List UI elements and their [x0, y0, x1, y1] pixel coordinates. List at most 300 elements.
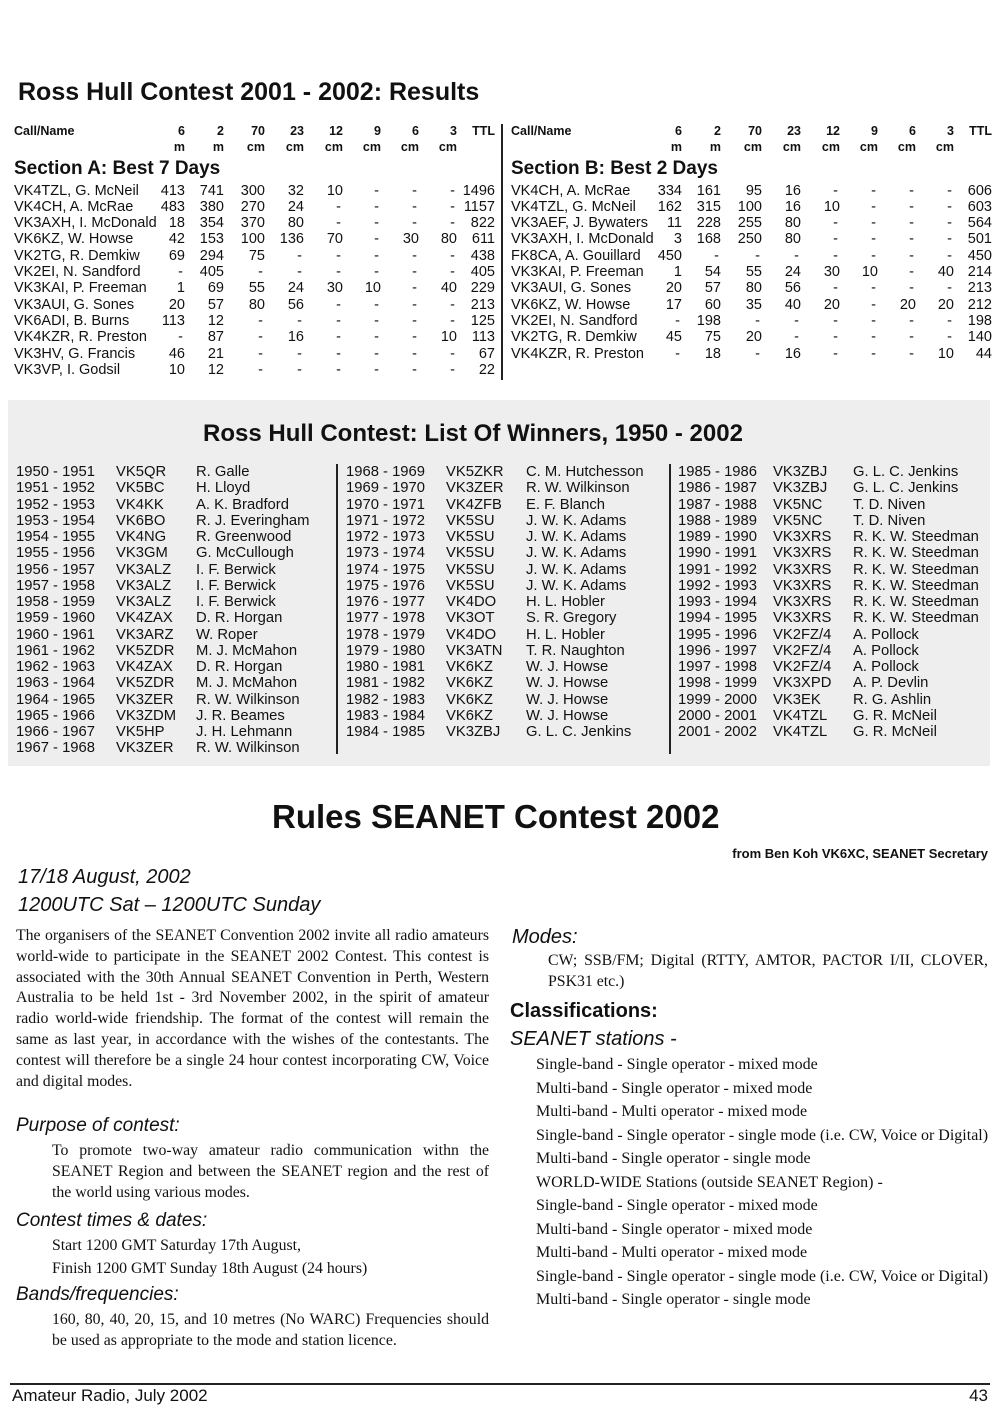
winner-row: [16, 562, 334, 578]
winner-callsign: VK3ZER: [116, 740, 174, 757]
score-cell: 438: [470, 247, 495, 264]
score-cell: 35: [745, 296, 762, 313]
score-cell: 100: [240, 231, 265, 248]
section-title: Section B: Best 2 Days: [511, 157, 718, 179]
winner-row: [346, 643, 671, 659]
classifications-heading: Classifications:: [510, 1000, 658, 1022]
winner-row: [346, 724, 671, 740]
winner-name: M. J. McMahon: [196, 642, 298, 659]
score-cell: 1157: [463, 198, 495, 215]
band-header-row: [511, 124, 991, 140]
score-cell: 450: [967, 247, 992, 264]
winner-name: G. R. McNeil: [853, 707, 937, 724]
winner-years: 1961 - 1962: [16, 642, 95, 659]
score-cell: -: [833, 231, 838, 248]
winner-callsign: VK3EK: [773, 691, 821, 708]
winner-name: E. F. Blanch: [526, 496, 605, 513]
winner-callsign: VK4DO: [446, 626, 497, 643]
band-unit: cm: [246, 140, 265, 155]
winner-years: 1997 - 1998: [678, 659, 757, 675]
band-header: 3: [450, 124, 457, 138]
score-cell: -: [178, 329, 183, 346]
entrant-name: VK2TG, R. Demkiw: [511, 329, 637, 346]
band-unit: cm: [859, 140, 878, 155]
entrant-name: VK6ADI, B. Burns: [14, 312, 130, 329]
winner-callsign: VK5SU: [446, 545, 495, 562]
score-cell: -: [794, 247, 799, 264]
winner-row: [16, 708, 334, 724]
entrant-name: VK3AEF, J. Bywaters: [511, 215, 648, 232]
winner-name: W. J. Howse: [526, 659, 609, 675]
band-header: 6: [675, 124, 682, 138]
score-cell: 255: [737, 215, 762, 232]
result-row: [511, 297, 991, 313]
winner-name: G. L. C. Jenkins: [853, 464, 959, 480]
result-row: [511, 329, 991, 345]
winner-callsign: VK3ZBJ: [773, 464, 828, 480]
score-cell: 20: [899, 296, 916, 313]
band-unit: cm: [438, 140, 457, 155]
entrant-name: VK4CH, A. McRae: [14, 198, 134, 215]
winner-years: 1950 - 1951: [16, 464, 95, 480]
score-cell: -: [871, 312, 876, 329]
score-cell: -: [450, 215, 455, 232]
result-row: [511, 199, 991, 215]
times-start: Start 1200 GMT Saturday 17th August,: [52, 1237, 301, 1254]
winner-years: 1963 - 1964: [16, 675, 95, 692]
winner-row: [678, 594, 988, 610]
winner-years: 1965 - 1966: [16, 707, 95, 724]
winner-name: J. W. K. Adams: [526, 561, 627, 578]
winner-name: R. Greenwood: [196, 529, 292, 545]
rules-byline: from Ben Koh VK6XC, SEANET Secretary: [732, 846, 988, 861]
winner-row: [678, 610, 988, 626]
entrant-name: VK4TZL, G. McNeil: [511, 198, 636, 215]
winner-row: [346, 610, 671, 626]
score-cell: 46: [168, 345, 185, 362]
score-cell: -: [374, 345, 379, 362]
score-cell: -: [947, 198, 952, 215]
winner-name: W. Roper: [196, 626, 258, 643]
score-cell: 44: [975, 345, 992, 362]
winner-row: [678, 529, 988, 545]
band-header: 70: [251, 124, 265, 138]
score-cell: -: [909, 231, 914, 248]
entrant-name: VK3KAI, P. Freeman: [14, 280, 147, 297]
winner-years: 1985 - 1986: [678, 464, 757, 480]
winner-callsign: VK5SU: [446, 561, 495, 578]
winner-years: 1955 - 1956: [16, 545, 95, 562]
score-cell: 95: [745, 182, 762, 199]
winner-years: 1999 - 2000: [678, 691, 757, 708]
winner-row: [16, 480, 334, 496]
score-cell: -: [871, 247, 876, 264]
score-cell: 40: [784, 296, 801, 313]
score-cell: -: [909, 312, 914, 329]
winner-name: G. R. McNeil: [853, 724, 937, 740]
winner-callsign: VK4KK: [116, 496, 164, 513]
score-cell: -: [871, 231, 876, 248]
winner-years: 1951 - 1952: [16, 480, 95, 497]
score-cell: -: [297, 345, 302, 362]
winner-callsign: VK3XRS: [773, 577, 832, 594]
winner-row: [678, 480, 988, 496]
score-cell: -: [412, 312, 417, 329]
winner-name: T. D. Niven: [853, 512, 926, 529]
modes-text: CW; SSB/FM; Digital (RTTY, AMTOR, PACTOR I/II, CLOVER, PSK31 etc.): [548, 952, 988, 990]
band-unit: cm: [324, 140, 343, 155]
score-cell: 70: [326, 231, 343, 248]
winner-callsign: VK3XRS: [773, 545, 832, 562]
winner-callsign: VK5QR: [116, 464, 167, 480]
score-cell: 354: [199, 215, 224, 232]
winner-name: H. L. Hobler: [526, 594, 605, 610]
score-cell: 57: [704, 280, 721, 297]
score-cell: 450: [657, 247, 682, 264]
winner-name: R. K. W. Steedman: [853, 610, 979, 627]
score-cell: -: [755, 247, 760, 264]
winner-callsign: VK3ZBJ: [773, 480, 828, 497]
winner-years: 1970 - 1971: [346, 496, 425, 513]
score-cell: 136: [279, 231, 304, 248]
winner-name: R. K. W. Steedman: [853, 545, 979, 562]
winner-years: 1998 - 1999: [678, 675, 757, 692]
band-unit: cm: [897, 140, 916, 155]
winner-years: 1956 - 1957: [16, 561, 95, 578]
band-unit: cm: [821, 140, 840, 155]
winner-row: [16, 610, 334, 626]
winner-name: A. P. Devlin: [853, 675, 929, 692]
score-cell: -: [374, 296, 379, 313]
score-cell: -: [297, 312, 302, 329]
entrant-name: VK3HV, G. Francis: [14, 345, 136, 362]
score-cell: 1496: [462, 182, 495, 199]
winner-years: 1969 - 1970: [346, 480, 425, 497]
score-cell: 10: [937, 345, 954, 362]
winner-name: A. Pollock: [853, 642, 919, 659]
winner-name: R. K. W. Steedman: [853, 577, 979, 594]
band-header: 2: [217, 124, 224, 138]
score-cell: 87: [207, 329, 224, 346]
winner-callsign: VK3ALZ: [116, 561, 172, 578]
winner-years: 1987 - 1988: [678, 496, 757, 513]
score-cell: 483: [160, 198, 185, 215]
winner-row: [16, 740, 334, 756]
winner-name: H. Lloyd: [196, 480, 251, 497]
score-cell: -: [947, 329, 952, 346]
winner-callsign: VK4DO: [446, 594, 497, 610]
entrant-name: VK3VP, I. Godsil: [14, 361, 121, 378]
purpose-text: To promote two-way amateur radio communication withn the SEANET Region and between the SEANET region and the rest of the world using various modes.: [52, 1142, 489, 1201]
score-cell: -: [909, 345, 914, 362]
winner-row: [346, 627, 671, 643]
winner-years: 1991 - 1992: [678, 561, 757, 578]
score-cell: 10: [326, 182, 343, 199]
winner-callsign: VK3ATN: [446, 642, 503, 659]
score-cell: -: [871, 296, 876, 313]
score-cell: -: [374, 312, 379, 329]
score-cell: 16: [287, 329, 304, 346]
winner-row: [16, 545, 334, 561]
score-cell: 380: [199, 198, 224, 215]
winner-years: 1967 - 1968: [16, 740, 95, 757]
winners-column-1: [16, 464, 334, 757]
winner-years: 1986 - 1987: [678, 480, 757, 497]
score-cell: 294: [199, 247, 224, 264]
bands-heading: Bands/frequencies:: [16, 1284, 179, 1305]
winner-row: [678, 692, 988, 708]
score-cell: -: [909, 198, 914, 215]
winner-callsign: VK5SU: [446, 529, 495, 545]
score-cell: 198: [967, 312, 992, 329]
classification-item: Multi-band - Multi operator - mixed mode: [536, 1244, 808, 1261]
band-header: 23: [787, 124, 801, 138]
score-cell: -: [258, 329, 263, 346]
entrant-name: VK2TG, R. Demkiw: [14, 247, 140, 264]
result-row: [14, 346, 494, 362]
winner-name: J. H. Lehmann: [196, 724, 293, 740]
score-cell: -: [336, 264, 341, 281]
score-cell: -: [258, 264, 263, 281]
score-cell: -: [871, 345, 876, 362]
entrant-name: VK3AXH, I. McDonald: [14, 215, 157, 232]
winner-callsign: VK5ZDR: [116, 642, 175, 659]
column-header-name: Call/Name: [511, 124, 572, 138]
score-cell: -: [450, 198, 455, 215]
winner-row: [678, 659, 988, 675]
score-cell: 315: [696, 198, 721, 215]
band-header-row: [14, 124, 494, 140]
score-cell: 69: [168, 247, 185, 264]
section-a-table: [14, 124, 494, 378]
winner-callsign: VK4TZL: [773, 724, 828, 740]
score-cell: -: [871, 215, 876, 232]
band-unit: cm: [285, 140, 304, 155]
winner-row: [678, 513, 988, 529]
winner-name: R. K. W. Steedman: [853, 594, 979, 610]
winner-name: W. J. Howse: [526, 707, 609, 724]
winner-years: 1996 - 1997: [678, 642, 757, 659]
score-cell: 140: [967, 329, 992, 346]
result-row: [14, 313, 494, 329]
winner-row: [346, 480, 671, 496]
result-row: [14, 329, 494, 345]
score-cell: 228: [696, 215, 721, 232]
score-cell: 501: [967, 231, 992, 248]
winner-row: [16, 594, 334, 610]
winner-row: [16, 529, 334, 545]
winner-callsign: VK3ALZ: [116, 594, 172, 610]
classification-item: Multi-band - Multi operator - mixed mode: [536, 1103, 808, 1120]
winner-callsign: VK4ZAX: [116, 610, 173, 627]
score-cell: -: [297, 361, 302, 378]
score-cell: 16: [784, 345, 801, 362]
winner-row: [678, 627, 988, 643]
entrant-name: VK2EI, N. Sandford: [14, 264, 141, 281]
score-cell: 113: [471, 329, 495, 346]
score-cell: -: [871, 329, 876, 346]
score-cell: 213: [967, 280, 992, 297]
winner-row: [346, 708, 671, 724]
score-cell: -: [412, 264, 417, 281]
winner-name: T. D. Niven: [853, 496, 926, 513]
result-row: [14, 231, 494, 247]
score-cell: -: [374, 231, 379, 248]
score-cell: -: [336, 247, 341, 264]
winner-years: 1957 - 1958: [16, 577, 95, 594]
score-cell: 213: [470, 296, 495, 313]
winner-callsign: VK5BC: [116, 480, 165, 497]
winner-row: [678, 497, 988, 513]
winner-name: R. K. W. Steedman: [853, 529, 979, 545]
band-header: TTL: [472, 124, 495, 138]
score-cell: 212: [967, 296, 992, 313]
result-row: [511, 231, 991, 247]
score-cell: 40: [440, 280, 457, 297]
result-row: [14, 280, 494, 296]
classification-item: Single-band - Single operator - mixed mode: [536, 1197, 818, 1214]
score-cell: 56: [287, 296, 304, 313]
score-cell: 20: [823, 296, 840, 313]
score-cell: 80: [248, 296, 265, 313]
score-cell: -: [412, 345, 417, 362]
score-cell: -: [833, 215, 838, 232]
winner-years: 1995 - 1996: [678, 626, 757, 643]
date-line: 17/18 August, 2002: [18, 866, 191, 888]
score-cell: -: [374, 198, 379, 215]
score-cell: 10: [440, 329, 457, 346]
winner-row: [16, 724, 334, 740]
winner-name: G. L. C. Jenkins: [526, 724, 632, 740]
classification-list: [536, 1053, 991, 1312]
footer-rule: [10, 1383, 990, 1385]
winner-callsign: VK4ZFB: [446, 496, 502, 513]
winner-row: [346, 594, 671, 610]
score-cell: -: [833, 182, 838, 199]
winner-name: R. G. Ashlin: [853, 691, 932, 708]
score-cell: -: [374, 264, 379, 281]
score-cell: 67: [478, 345, 495, 362]
band-unit: cm: [935, 140, 954, 155]
score-cell: -: [336, 296, 341, 313]
score-cell: -: [871, 182, 876, 199]
winner-name: W. J. Howse: [526, 691, 609, 708]
winner-row: [678, 562, 988, 578]
score-cell: -: [794, 312, 799, 329]
score-cell: 162: [657, 198, 682, 215]
band-header: 23: [290, 124, 304, 138]
score-cell: -: [412, 215, 417, 232]
winner-name: R. W. Wilkinson: [196, 691, 300, 708]
score-cell: -: [450, 182, 455, 199]
result-row: [511, 346, 991, 362]
score-cell: 603: [967, 198, 992, 215]
winner-years: 2000 - 2001: [678, 707, 757, 724]
band-header: 3: [947, 124, 954, 138]
band-header: 9: [871, 124, 878, 138]
score-cell: -: [374, 215, 379, 232]
winner-years: 1958 - 1959: [16, 594, 95, 610]
score-cell: -: [947, 312, 952, 329]
winner-years: 1962 - 1963: [16, 659, 95, 675]
bands-text: 160, 80, 40, 20, 15, and 10 metres (No WARC) Frequencies should be used as appropriate to the mode and station licence.: [52, 1311, 489, 1349]
winner-callsign: VK3OT: [446, 610, 495, 627]
score-cell: -: [947, 215, 952, 232]
score-cell: -: [947, 231, 952, 248]
score-cell: 161: [696, 182, 721, 199]
winner-name: J. W. K. Adams: [526, 577, 627, 594]
winner-callsign: VK4ZAX: [116, 659, 173, 675]
entrant-name: VK4TZL, G. McNeil: [14, 182, 139, 199]
score-cell: -: [297, 247, 302, 264]
score-cell: -: [178, 264, 183, 281]
winners-column-3: [678, 464, 988, 740]
score-cell: 57: [207, 296, 224, 313]
winner-callsign: VK5ZKR: [446, 464, 504, 480]
winner-years: 1973 - 1974: [346, 545, 425, 562]
result-row: [511, 183, 991, 199]
score-cell: -: [374, 247, 379, 264]
winner-name: J. W. K. Adams: [526, 545, 627, 562]
winner-name: C. M. Hutchesson: [526, 464, 644, 480]
winners-column-2: [346, 464, 671, 740]
classification-item: Single-band - Single operator - single mode (i.e. CW, Voice or Digital): [536, 1126, 989, 1144]
time-line: 1200UTC Sat – 1200UTC Sunday: [18, 894, 321, 916]
winner-row: [678, 708, 988, 724]
score-cell: 413: [160, 182, 185, 199]
winner-row: [346, 578, 671, 594]
score-cell: 16: [784, 198, 801, 215]
winner-years: 1952 - 1953: [16, 496, 95, 513]
score-cell: 18: [704, 345, 721, 362]
score-cell: 11: [666, 215, 682, 232]
winner-row: [678, 724, 988, 740]
winner-name: I. F. Berwick: [196, 594, 276, 610]
winner-years: 1959 - 1960: [16, 610, 95, 627]
entrant-name: VK4CH, A. McRae: [511, 182, 631, 199]
classification-item: Multi-band - Single operator - single mode: [536, 1150, 811, 1167]
score-cell: 405: [470, 264, 495, 281]
band-unit: m: [670, 140, 682, 155]
seanet-stations-heading: SEANET stations -: [510, 1028, 677, 1050]
winner-row: [346, 545, 671, 561]
score-cell: 10: [823, 198, 840, 215]
score-cell: -: [336, 345, 341, 362]
winner-years: 1977 - 1978: [346, 610, 425, 627]
winner-row: [346, 659, 671, 675]
winner-callsign: VK3ALZ: [116, 577, 172, 594]
score-cell: -: [258, 345, 263, 362]
score-cell: 60: [704, 296, 721, 313]
score-cell: 20: [937, 296, 954, 313]
winner-name: D. R. Horgan: [196, 659, 283, 675]
score-cell: -: [450, 361, 455, 378]
winner-years: 1960 - 1961: [16, 626, 95, 643]
winner-callsign: VK2FZ/4: [773, 642, 832, 659]
modes-heading: Modes:: [512, 926, 578, 948]
winner-callsign: VK3ZER: [116, 691, 174, 708]
score-cell: -: [755, 345, 760, 362]
winner-name: G. McCullough: [196, 545, 294, 562]
winners-title: Ross Hull Contest: List Of Winners, 1950 - 2002: [203, 420, 743, 447]
result-row: [14, 248, 494, 264]
entrant-name: VK3AUI, G. Sones: [511, 280, 632, 297]
score-cell: 100: [737, 198, 762, 215]
winner-callsign: VK5NC: [773, 496, 823, 513]
winner-row: [16, 692, 334, 708]
score-cell: -: [412, 182, 417, 199]
entrant-name: VK4KZR, R. Preston: [14, 329, 147, 346]
